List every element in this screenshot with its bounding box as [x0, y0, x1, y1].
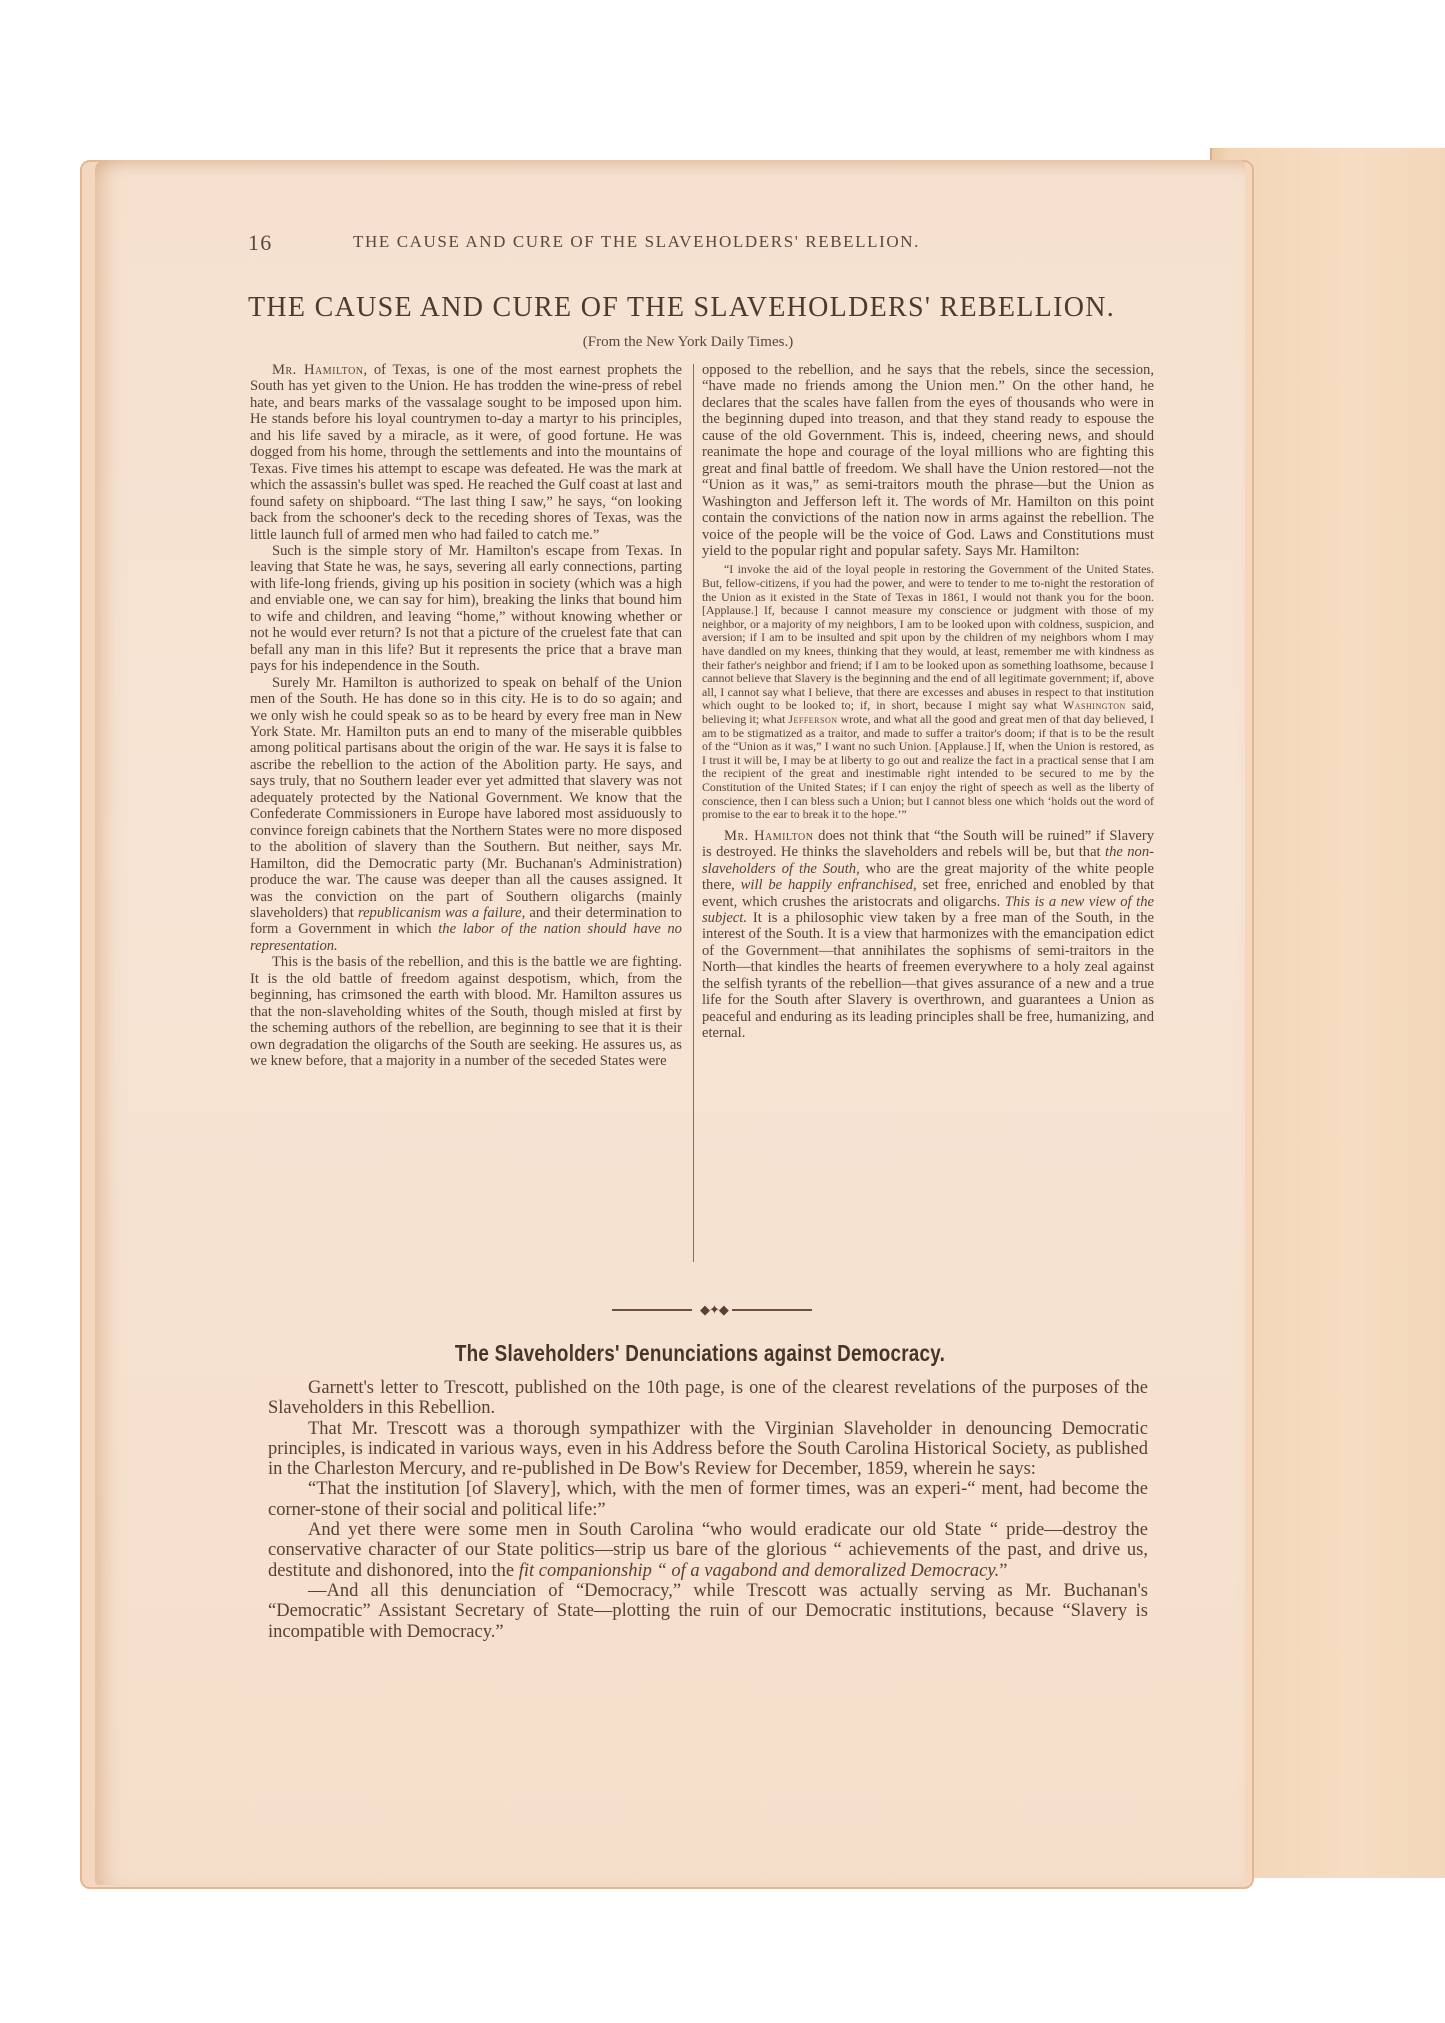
name-smallcaps: Jefferson [788, 711, 838, 726]
italic-text: fit companionship “ of a vagabond and demoralized Democracy. [518, 1560, 1000, 1581]
block-quote [702, 563, 1154, 821]
paragraph: Garnett's letter to Trescott, published on the 10th page, is one of the clearest revelations of the purposes of the Slaveholders in this Rebellion. [268, 1378, 1148, 1419]
section-body [268, 1378, 1148, 1642]
ornament-rule-left [612, 1309, 692, 1311]
name-smallcaps: Mr. Hamilton [724, 827, 814, 844]
paragraph [702, 828, 1154, 1042]
paragraph-text: It is a philosophic view taken by a free man of the South, in the interest of the South. It is a view that harmonizes with the emancipation edict of the Government—that annihilates the sophisms of semi-traitors in the North—that kindles the hearts of freemen everywhere to a holy zeal against the selfish tyrants of the rebellion—that gives assurance of a new and a true life for the South after Slavery is overthrown, and guarantees a Union as peaceful and enduring as its leading principles shall be free, humanizing, and eternal. [702, 909, 1154, 1042]
quote-text: wrote, and what all the good and great men of that day believed, I am to be stigmatized as a traitor, and made to suffer a traitor's doom; if that is to be the result of the “Union as it was,” I want no such Union. [Applause.] If, when the Union is restored, as I trust it will be, I may be at liberty to go out and realize the fact in a practical sense that I am the recipient of the great and inestimable right intended to be secured to me by the Constitution of the United States; if I can enjoy the right of speech as well as the liberty of conscience, then I can bless such a Union; but I cannot bless one which ‘holds out the word of promise to the ear to break it to the hope.’” [702, 711, 1154, 822]
paragraph: Such is the simple story of Mr. Hamilton's escape from Texas. In leaving that State he was, he says, severing all early connections, parting with life-long friends, giving up his position in society (which was a high and enviable one, we can say for him), breaking the links that bound him to wife and children, and leaving “home,” without knowing whether or not he would ever return? Is not that a picture of the cruelest fate that can befall any man in this life? But it represents the price that a brave man pays for his independence in the South. [250, 542, 682, 675]
italic-text: will be happily enfranchised [740, 877, 913, 894]
paragraph-text: , and their determination to form a Government in which [250, 904, 682, 938]
running-title: THE CAUSE AND CURE OF THE SLAVEHOLDERS' REBELLION. [353, 232, 920, 251]
section-ornament [612, 1303, 812, 1317]
page-number: 16 [248, 230, 273, 255]
paragraph [250, 675, 682, 955]
article-source: (From the New York Daily Times.) [582, 334, 794, 350]
paragraph [250, 362, 682, 543]
paragraph-text: And yet there were some men in South Carolina “who would eradicate our old State “ pride—destroy the conservative character of our State politics—strip us bare of the glorious “ achievements of the past, and drive us, destitute and dishonored, into the [268, 1520, 1148, 1581]
paragraph-text: , of Texas, is one of the most earnest prophets the South has yet given to the Union. He has trodden the wine-press of rebel hate, and bears marks of the vassalage sought to be imposed upon him. He stands before his loyal countrymen to-day a martyr to his principles, and his life saved by a miracle, as it were, of good fortune. He was dogged from his home, through the settlements and into the mountains of Texas. Five times his attempt to escape was defeated. He was the mark at which the assassin's bullet was sped. He reached the Gulf coast at last and found safety on shipboard. “The last thing I saw,” he says, “on looking back from the schooner's deck to the receding shores of Texas, was the little launch full of armed men who had failed to catch me.” [250, 362, 682, 543]
paragraph: opposed to the rebellion, and he says that the rebels, since the secession, “have made no friends among the Union men.” On the other hand, he declares that the scales have fallen from the eyes of thousands who were in the beginning duped into treason, and that they stand ready to espouse the cause of the old Government. This is, indeed, cheering news, and should reanimate the hope and courage of the loyal millions who are fighting this great and final battle of freedom. We shall have the Union restored—not the “Union as it was,” as semi-traitors mouth the phrase—but the Union as Washington and Jefferson left it. The words of Mr. Hamilton on this point contain the convictions of the nation now in arms against the rebellion. The voice of the people will be the voice of God. Laws and Constitutions must yield to the popular right and popular safety. Says Mr. Hamilton: [702, 362, 1154, 559]
quoted-paragraph: “That the institution [of Slavery], which, with the men of former times, was an experi-“ ment, had become the corner-stone of their social and political life:” [268, 1479, 1148, 1520]
section-title: The Slaveholders' Denunciations against Democracy. [454, 1340, 946, 1366]
paragraph-text: does not think that “the South will be ruined” if Slavery is destroyed. He thinks the slaveholders and rebels will be, but that [702, 827, 1154, 861]
name-smallcaps: Washington [1063, 698, 1126, 713]
paragraph-text: Surely Mr. Hamilton is authorized to speak on behalf of the Union men of the South. He has done so in this city. He is to do so again; and we only wish he could speak so as to be heard by every free man in New York State. Mr. Hamilton puts an end to many of the miserable quibbles among political partisans about the origin of the war. He says it is false to ascribe the rebellion to the action of the Abolition party. He says, and says truly, that no Southern leader ever yet admitted that slavery was not adequately protected by the National Government. We know that the Confederate Commissioners in Europe have labored most assiduously to convince foreign cabinets that the Northern States were no more disposed to the abolition of slavery than the Southern. But neither, says Mr. Hamilton, did the Democratic party (Mr. Buchanan's Administration) produce the war. The cause was deeper than all the causes assigned. It was the conviction on the part of Southern oligarchs (mainly slaveholders) that [250, 674, 682, 921]
right-column [702, 362, 1154, 1042]
quote-text: “I invoke the aid of the loyal people in restoring the Government of the United States. But, fellow-citizens, if you had the power, and were to tender to me to-night the restoration of the Union as it existed in the State of Texas in 1861, I would not thank you for the boon. [Applause.] If, because I cannot measure my conscience or judgment with those of my neighbor, or a majority of my neighbors, I am to be looked upon with coldness, suspicion, and aversion; if I am to be insulted and spit upon by the children of my neighbors whom I may have dandled on my knees, thinking that they would, at least, remember me with kindness as their father's neighbor and friend; if I am to be looked upon as something loathsome, because I cannot believe that Slavery is the beginning and the end of all legitimate government; if, above all, I cannot say what I believe, that there are excesses and abuses in respect to that institution which ought to be looked to; if, in short, because I might say what [702, 562, 1154, 713]
column-divider [693, 364, 694, 1262]
diamond-ornament-icon: ◆✦◆ [700, 1303, 728, 1318]
running-header [248, 230, 1068, 260]
article-title: THE CAUSE AND CURE OF THE SLAVEHOLDERS' REBELLION. [248, 292, 1116, 323]
italic-text: the labor of the nation should have no representation. [250, 921, 682, 954]
paragraph-text: , set free, enriched and enobled by that event, which crushes the aristocrats and oligarchs. [702, 877, 1154, 910]
paragraph: That Mr. Trescott was a thorough sympathizer with the Virginian Slaveholder in denouncing Democratic principles, is indicated in various ways, even in his Address before the South Carolina Historical Society, as published in the Charleston Mercury, and re-published in De Bow's Review for December, 1859, wherein he says: [268, 1418, 1148, 1480]
paragraph [268, 1520, 1148, 1581]
ornament-rule-right [732, 1309, 812, 1311]
italic-text: This is a new view of the subject. [702, 893, 1154, 926]
paragraph-text: ” [999, 1560, 1008, 1581]
paragraph: —And all this denunciation of “Democracy,” while Trescott was actually serving as Mr. Buchanan's “Democratic” Assistant Secretary of State—plotting the ruin of our Democratic institutions, because “Slavery is incompatible with Democracy.” [268, 1580, 1148, 1642]
quote-text: said, believing it; what [702, 698, 1154, 726]
left-column [250, 362, 682, 1069]
italic-text: the non-slaveholders of the South [702, 844, 1154, 877]
italic-text: republicanism was a failure [357, 904, 522, 921]
paragraph-text: , who are the great majority of the white people there, [702, 860, 1154, 894]
name-smallcaps: Mr. Hamilton [272, 362, 364, 378]
paragraph: This is the basis of the rebellion, and this is the battle we are fighting. It is the old battle of freedom against despotism, which, from the beginning, has crimsoned the earth with blood. Mr. Hamilton assures us that the non-slaveholding whites of the South, though misled at first by the scheming authors of the rebellion, are beginning to see that it is their own degradation the oligarchs of the South are seeking. He assures us, as we knew before, that a majority in a number of the seceded States were [250, 954, 682, 1070]
